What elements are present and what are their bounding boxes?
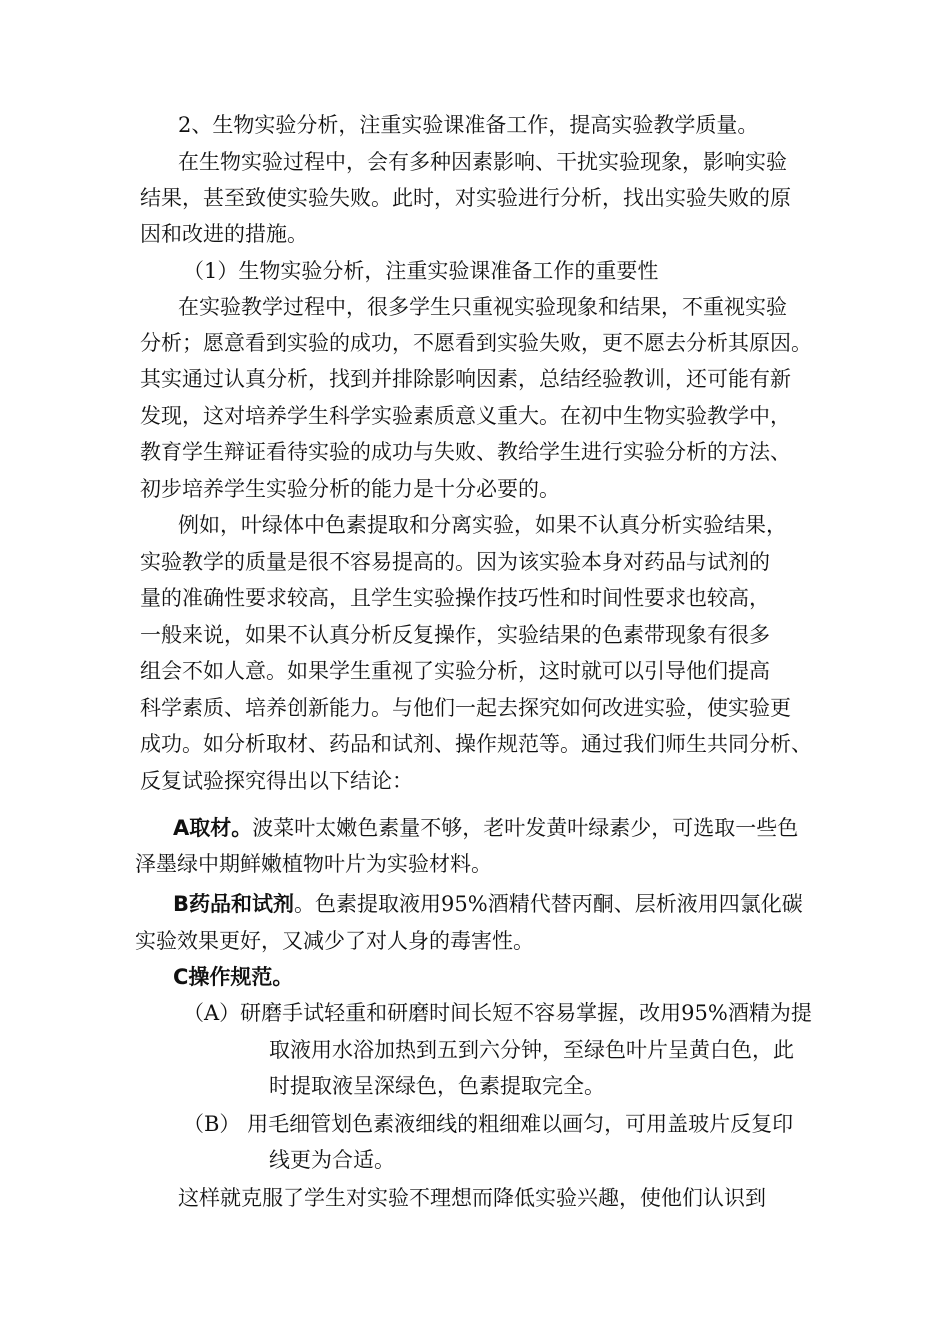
- item-c-label: C操作规范。: [173, 965, 294, 989]
- paragraph-line: 一般来说，如果不认真分析反复操作，实验结果的色素带现象有很多: [140, 623, 770, 647]
- paragraph-line: 结果，甚至致使实验失败。此时，对实验进行分析，找出实验失败的原: [140, 186, 791, 210]
- sub-item-a: （A）研磨手试轻重和研磨时间长短不容易掌握，改用95%酒精为提: [183, 1001, 812, 1025]
- item-a-continuation: 泽墨绿中期鲜嫩植物叶片为实验材料。: [135, 852, 492, 876]
- subsection-heading: （1）生物实验分析，注重实验课准备工作的重要性: [183, 259, 659, 283]
- paragraph-line: 在实验教学过程中，很多学生只重视实验现象和结果，不重视实验: [178, 295, 787, 319]
- paragraph-line: 实验教学的质量是很不容易提高的。因为该实验本身对药品与试剂的: [140, 550, 770, 574]
- paragraph-line: 科学素质、培养创新能力。与他们一起去探究如何改进实验，使实验更: [140, 696, 791, 720]
- section-heading: 2、生物实验分析，注重实验课准备工作，提高实验教学质量。: [178, 113, 759, 137]
- sub-item-b: （B） 用毛细管划色素液细线的粗细难以画匀，可用盖玻片反复印: [183, 1112, 794, 1136]
- paragraph-line: 反复试验探究得出以下结论：: [140, 769, 413, 793]
- paragraph-line: 分析；愿意看到实验的成功，不愿看到实验失败，更不愿去分析其原因。: [140, 331, 812, 355]
- sub-item-a-continuation: 时提取液呈深绿色，色素提取完全。: [269, 1074, 605, 1098]
- paragraph-line: 教育学生辩证看待实验的成功与失败、教给学生进行实验分析的方法、: [140, 440, 791, 464]
- paragraph-line: 组会不如人意。如果学生重视了实验分析，这时就可以引导他们提高: [140, 659, 770, 683]
- paragraph-line: 在生物实验过程中，会有多种因素影响、干扰实验现象，影响实验: [178, 150, 787, 174]
- item-b-text: 。色素提取液用95%酒精代替丙酮、层析液用四氯化碳: [294, 892, 803, 916]
- sub-item-b-continuation: 线更为合适。: [269, 1148, 395, 1172]
- item-a-text: 波菜叶太嫩色素量不够，老叶发黄叶绿素少，可选取一些色: [252, 816, 799, 840]
- item-b-label: B药品和试剂: [173, 892, 295, 916]
- item-a: [173, 813, 798, 843]
- paragraph-line: 其实通过认真分析，找到并排除影响因素，总结经验教训，还可能有新: [140, 367, 791, 391]
- paragraph-line: 这样就克服了学生对实验不理想而降低实验兴趣，使他们认识到: [178, 1186, 766, 1210]
- item-b: [173, 889, 803, 919]
- item-b-continuation: 实验效果更好，又减少了对人身的毒害性。: [135, 929, 534, 953]
- paragraph-line: 成功。如分析取材、药品和试剂、操作规范等。通过我们师生共同分析、: [140, 732, 812, 756]
- paragraph-line: 初步培养学生实验分析的能力是十分必要的。: [140, 477, 560, 501]
- item-a-label: A取材。: [173, 816, 253, 840]
- paragraph-line: 例如，叶绿体中色素提取和分离实验，如果不认真分析实验结果，: [178, 513, 787, 537]
- sub-item-a-continuation: 取液用水浴加热到五到六分钟，至绿色叶片呈黄白色，此: [269, 1038, 794, 1062]
- paragraph-line: 因和改进的措施。: [140, 222, 308, 246]
- paragraph-line: 量的准确性要求较高，且学生实验操作技巧性和时间性要求也较高，: [140, 586, 770, 610]
- item-c: [173, 962, 293, 992]
- paragraph-line: 发现，这对培养学生科学实验素质意义重大。在初中生物实验教学中，: [140, 404, 791, 428]
